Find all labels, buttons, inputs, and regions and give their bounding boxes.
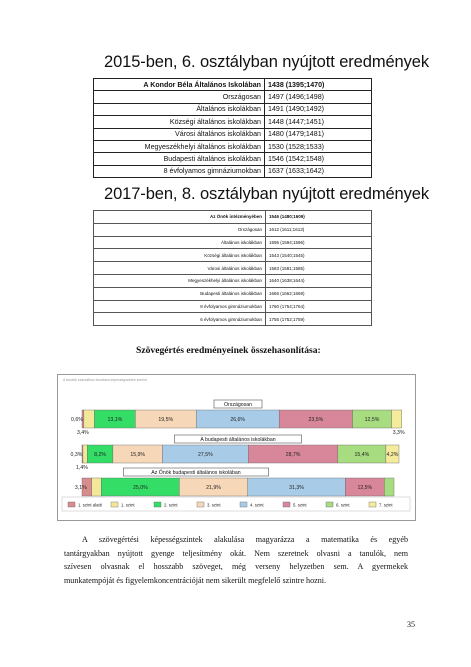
row-label: Városi általános iskolákban xyxy=(94,128,265,140)
table-2017-row xyxy=(94,249,372,262)
category-label: A budapesti általános iskolákban xyxy=(200,437,276,443)
data-label: 4,2% xyxy=(386,452,399,458)
row-value: 1438 (1395;1470) xyxy=(265,79,372,91)
legend-label: 1. szint xyxy=(121,502,135,508)
table-2017-row xyxy=(94,313,372,326)
bar-segment xyxy=(84,410,95,428)
row-label: Általános iskolákban xyxy=(94,103,265,115)
row-value: 1637 (1633;1642) xyxy=(265,165,372,177)
row-value: 1448 (1447;1451) xyxy=(265,116,372,128)
row-label: 8 évfolyamos gimnáziumokban xyxy=(94,300,266,313)
legend-label: 4. szint xyxy=(250,502,264,508)
row-label: Általános iskolákban xyxy=(94,236,266,249)
row-label: Budapesti általános iskolákban xyxy=(94,287,266,300)
legend-swatch xyxy=(283,502,290,507)
data-label: 25,0% xyxy=(132,485,148,491)
legend-swatch xyxy=(111,502,118,507)
row-value: 1583 (1581;1585) xyxy=(266,262,372,275)
table-2017-row xyxy=(94,262,372,275)
table-2017-row xyxy=(94,223,372,236)
row-label: 6 évfolyamos gimnáziumokban xyxy=(94,313,266,326)
data-label: 27,5% xyxy=(198,452,213,458)
legend-swatch xyxy=(68,502,75,507)
row-label: 8 évfolyamos gimnáziumokban xyxy=(94,165,265,177)
page-number: 35 xyxy=(407,620,415,629)
data-label: 12,5% xyxy=(357,485,373,491)
table-2017-row xyxy=(94,287,372,300)
row-value: 1530 (1528;1533) xyxy=(265,140,372,152)
row-value: 1480 (1479;1481) xyxy=(265,128,372,140)
data-label: 12,5% xyxy=(364,417,380,423)
table-2017-row xyxy=(94,274,372,287)
data-label: 8,2% xyxy=(94,452,107,458)
paragraph-line: A szövegértési képességszintek alakulása magyarázza a matematika és egyéb xyxy=(82,535,408,544)
legend-label: 6. szint xyxy=(336,502,350,508)
legend-swatch xyxy=(154,502,161,507)
row-value: 1543 (1540;1545) xyxy=(266,249,372,262)
row-value: 1760 (1754;1764) xyxy=(266,300,372,313)
row-label: Városi általános iskolákban xyxy=(94,262,266,275)
row-value: 1546 (1542;1548) xyxy=(265,153,372,165)
data-label: 13,1% xyxy=(107,417,123,423)
data-label: 0,3% xyxy=(70,452,83,458)
row-value: 1595 (1594;1596) xyxy=(266,236,372,249)
row-label: Országosan xyxy=(94,223,266,236)
row-value: 1612 (1611;1613) xyxy=(266,223,372,236)
data-label: 21,9% xyxy=(206,485,221,491)
chart-note: A tanulók százalékos eloszlása képességszintek szerint xyxy=(63,378,147,382)
row-label: Országosan xyxy=(94,91,265,103)
data-label: 15,4% xyxy=(354,452,370,458)
data-label: 19,5% xyxy=(158,417,174,423)
table-2015-row xyxy=(94,116,372,128)
data-label: 23,5% xyxy=(308,417,324,423)
table-2015-row xyxy=(94,103,372,115)
bar-segment xyxy=(92,478,102,496)
row-label: Megyeszékhelyi általános iskolákban xyxy=(94,140,265,152)
bar-segment xyxy=(392,410,402,428)
data-label: 1,4% xyxy=(76,465,88,471)
bar-segment xyxy=(83,445,87,463)
legend-swatch xyxy=(240,502,247,507)
row-label: Az Önök intézményében xyxy=(94,211,266,224)
chart-svg xyxy=(58,375,415,520)
legend-label: 3. szint xyxy=(207,502,221,508)
table-2017-row xyxy=(94,211,372,224)
table-2015-row xyxy=(94,140,372,152)
row-label: Községi általános iskolákban xyxy=(94,249,266,262)
table-2015-row xyxy=(94,165,372,177)
legend-swatch xyxy=(369,502,376,507)
table-2015-row xyxy=(94,128,372,140)
row-label: Községi általános iskolákban xyxy=(94,116,265,128)
category-label: Országosan xyxy=(224,402,252,408)
row-value: 1546 (1480;1609) xyxy=(266,211,372,224)
paragraph-line: tantárgyakban nyújtott gyenge teljesítmény okát. Nem szeretnek olvasni a tanulók, nem xyxy=(64,548,408,558)
paragraph-line: munkatempóját és figyelemkoncentrációját nem sikerült megfelelő szintre hozni. xyxy=(64,575,327,585)
row-label: Budapesti általános iskolákban xyxy=(94,153,265,165)
row-value: 1491 (1490;1492) xyxy=(265,103,372,115)
bar-segment xyxy=(384,478,394,496)
reading-levels-chart xyxy=(57,374,416,521)
data-label: 15,9% xyxy=(130,452,146,458)
table-2015-row xyxy=(94,153,372,165)
row-label: Megyeszékhelyi általános iskolákban xyxy=(94,274,266,287)
row-value: 1755 (1752;1759) xyxy=(266,313,372,326)
data-label: 28,7% xyxy=(285,452,301,458)
category-label: Az Önök budapesti általános iskolában xyxy=(151,470,241,476)
table-2015-row xyxy=(94,91,372,103)
legend-swatch xyxy=(197,502,204,507)
results-table-2015 xyxy=(93,78,372,178)
legend-label: 2. szint xyxy=(164,502,178,508)
results-table-2017 xyxy=(93,210,372,326)
data-label: 31,3% xyxy=(289,485,304,491)
heading-2015: 2015-ben, 6. osztályban nyújtott eredmények xyxy=(104,53,429,71)
paragraph-line: szívesen olvasnak el hosszabb szöveget, még verseny helyzetben sem. A gyermekek xyxy=(64,562,408,572)
legend-label: 7. szint xyxy=(379,502,393,508)
table-2017-row xyxy=(94,236,372,249)
chart-heading: Szövegértés eredményeinek összehasonlítása: xyxy=(136,345,321,356)
row-value: 1666 (1662;1669) xyxy=(266,287,372,300)
legend-swatch xyxy=(326,502,333,507)
legend-label: 5. szint xyxy=(293,502,307,508)
table-2017-row xyxy=(94,300,372,313)
data-label: 0,6% xyxy=(71,417,83,423)
data-label: 26,6% xyxy=(230,417,246,423)
heading-2017: 2017-ben, 8. osztályban nyújtott eredmények xyxy=(104,185,429,203)
conclusion-paragraph xyxy=(64,533,408,587)
row-label: A Kondor Béla Általános Iskolában xyxy=(94,79,265,91)
row-value: 1497 (1496;1498) xyxy=(265,91,372,103)
legend-label: 1. szint alatti xyxy=(78,502,102,508)
data-label: 3,1% xyxy=(74,485,87,491)
table-2015-row xyxy=(94,79,372,91)
data-label: 3,3% xyxy=(392,430,405,436)
row-value: 1640 (1638;1644) xyxy=(266,274,372,287)
data-label: 3,4% xyxy=(76,430,89,436)
